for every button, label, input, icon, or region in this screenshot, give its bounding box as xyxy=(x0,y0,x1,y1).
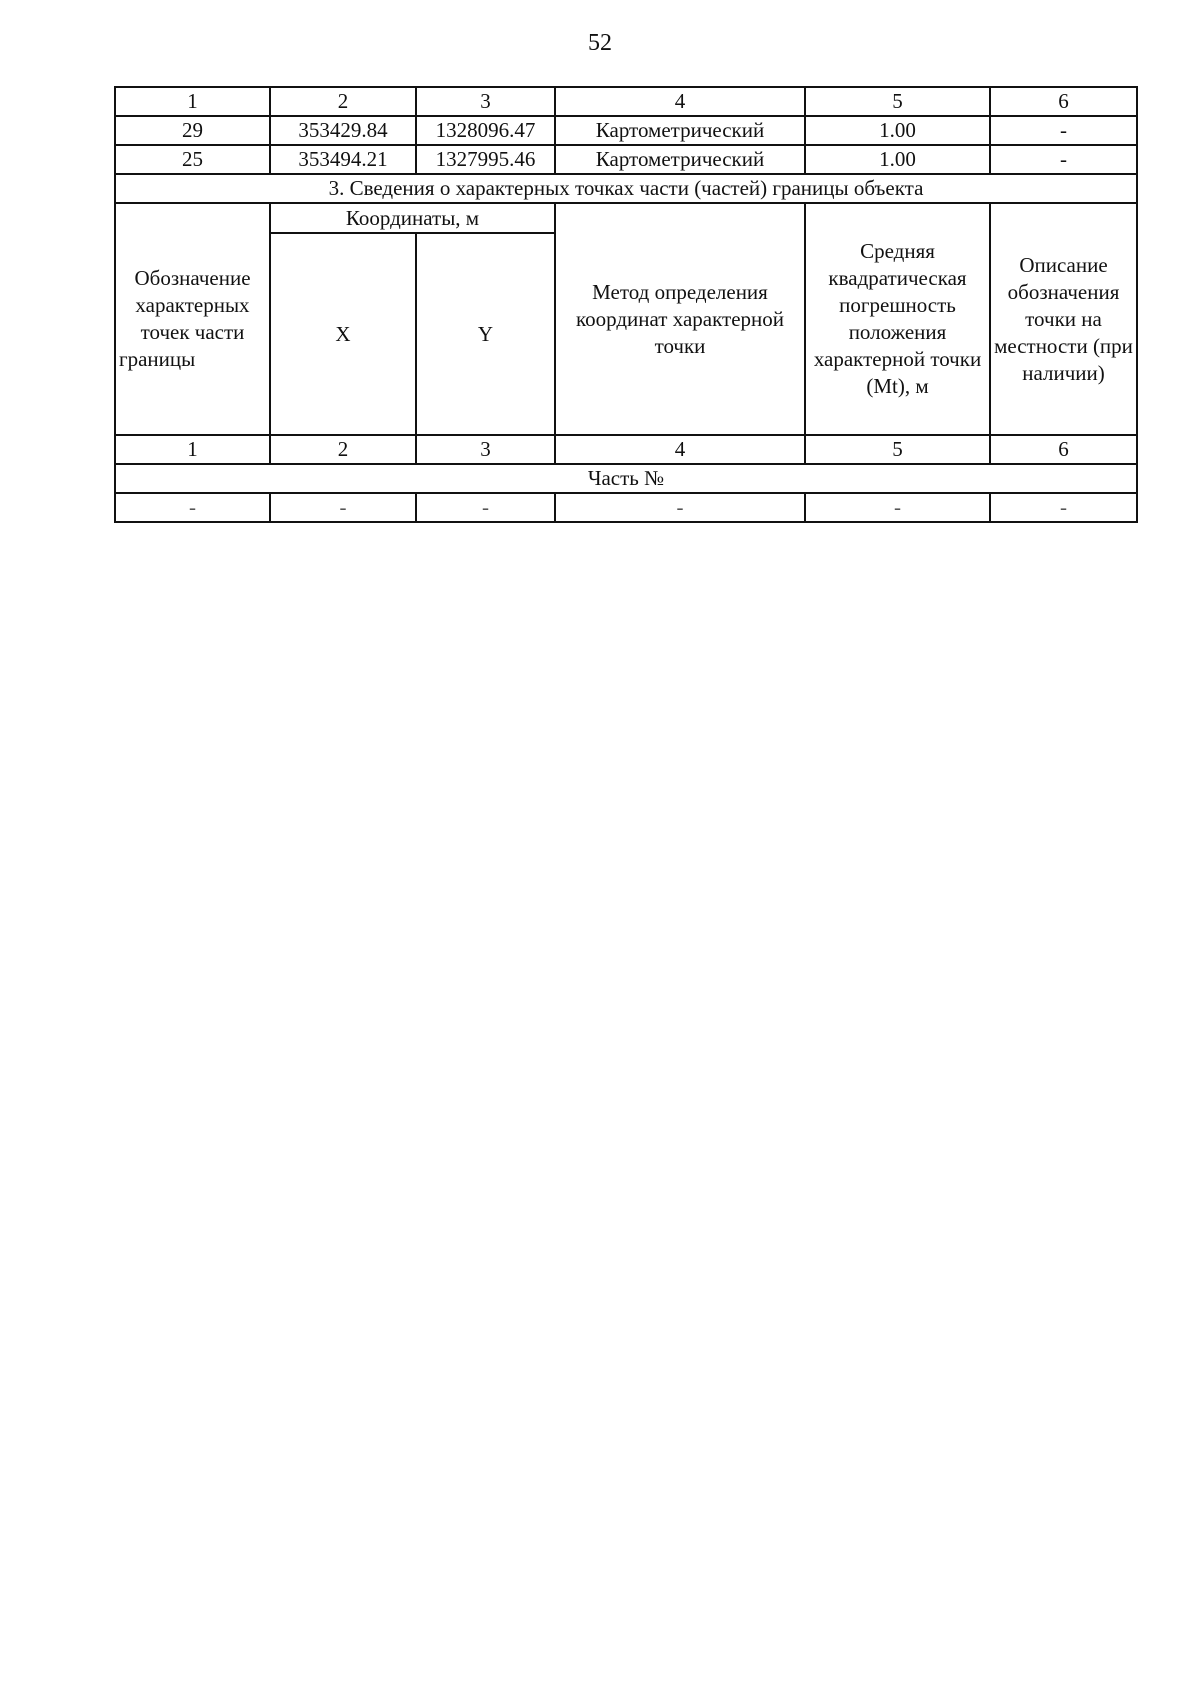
error-header: Средняя квадратическая погрешность положения характерной точки (Mt), м xyxy=(805,203,990,435)
column-number: 5 xyxy=(805,87,990,116)
method-cell: Картометрический xyxy=(555,145,805,174)
column-number: 3 xyxy=(416,87,555,116)
x-header: X xyxy=(270,233,416,435)
error-cell: - xyxy=(805,493,990,522)
point-cell: - xyxy=(115,493,270,522)
error-cell: 1.00 xyxy=(805,116,990,145)
header-row-top xyxy=(115,203,1137,233)
column-number: 1 xyxy=(115,435,270,464)
column-number: 1 xyxy=(115,87,270,116)
point-designation-header: Обозначение характерных точек части границы xyxy=(115,203,270,435)
table-row xyxy=(115,145,1137,174)
column-number: 6 xyxy=(990,87,1137,116)
y-cell: 1327995.46 xyxy=(416,145,555,174)
y-header: Y xyxy=(416,233,555,435)
column-number: 5 xyxy=(805,435,990,464)
coordinates-header: Координаты, м xyxy=(270,203,555,233)
description-cell: - xyxy=(990,493,1137,522)
column-number: 2 xyxy=(270,87,416,116)
part-label-row xyxy=(115,464,1137,493)
section-title-row xyxy=(115,174,1137,203)
column-number: 2 xyxy=(270,435,416,464)
part-label: Часть № xyxy=(115,464,1137,493)
y-cell: - xyxy=(416,493,555,522)
y-cell: 1328096.47 xyxy=(416,116,555,145)
section-title: 3. Сведения о характерных точках части (частей) границы объекта xyxy=(115,174,1137,203)
column-number: 3 xyxy=(416,435,555,464)
point-cell: 25 xyxy=(115,145,270,174)
method-header: Метод определения координат характерной точки xyxy=(555,203,805,435)
x-cell: - xyxy=(270,493,416,522)
method-cell: - xyxy=(555,493,805,522)
description-header: Описание обозначения точки на местности (при наличии) xyxy=(990,203,1137,435)
description-cell: - xyxy=(990,145,1137,174)
column-number: 4 xyxy=(555,87,805,116)
column-number: 6 xyxy=(990,435,1137,464)
description-cell: - xyxy=(990,116,1137,145)
error-cell: 1.00 xyxy=(805,145,990,174)
point-cell: 29 xyxy=(115,116,270,145)
column-number-row xyxy=(115,87,1137,116)
method-cell: Картометрический xyxy=(555,116,805,145)
x-cell: 353494.21 xyxy=(270,145,416,174)
table-row xyxy=(115,493,1137,522)
table-row xyxy=(115,116,1137,145)
page-number: 52 xyxy=(588,30,612,56)
boundary-points-table xyxy=(114,86,1138,523)
column-number-row xyxy=(115,435,1137,464)
x-cell: 353429.84 xyxy=(270,116,416,145)
column-number: 4 xyxy=(555,435,805,464)
